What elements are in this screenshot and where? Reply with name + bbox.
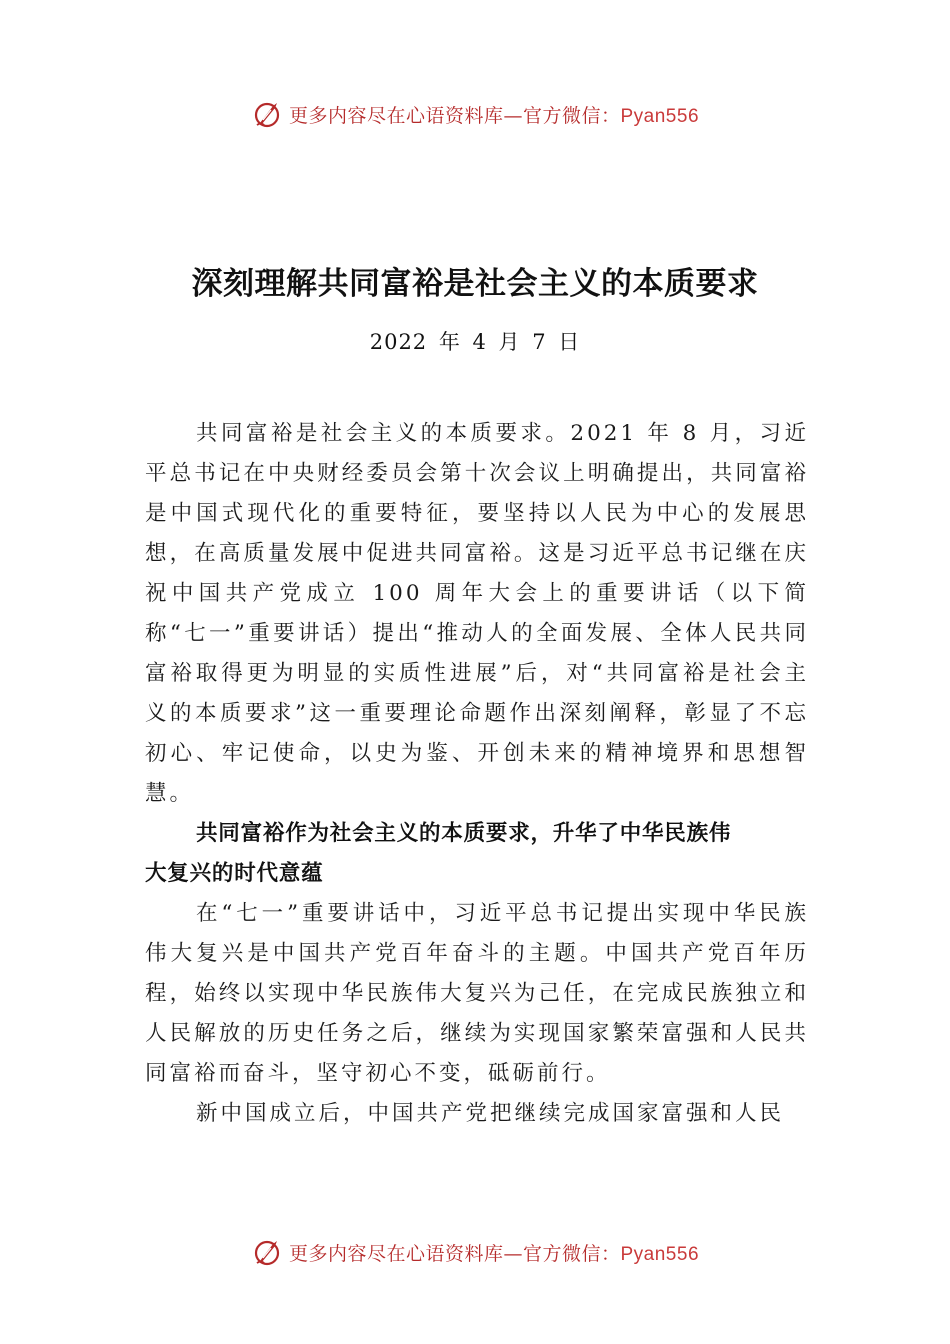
section-heading-line-1: 共同富裕作为社会主义的本质要求，升华了中华民族伟 (196, 821, 732, 846)
article-date: 2022 年 4 月 7 日 (369, 330, 581, 354)
section-heading-line-2: 大复兴的时代意蕴 (145, 861, 324, 886)
paragraph-1: 共同富裕是社会主义的本质要求。2021 年 8 月，习近平总书记在中央财经委员会第十次会议上明确提出，共同富裕是中国式现代化的重要特征，要坚持以人民为中心的发展思想，在高质量发展中促进共同富裕。这是习近平总书记继在庆祝中国共产党成立 100 周年大会上的重要讲话（以下简称“七一”重要讲话）提出“推动人的全面发展、全体人民共同富裕取得更为明显的实质性进展”后，对“共同富裕是社会主义的本质要求”这一重要理论命题作出深刻阐释，彰显了不忘初心、牢记使命，以史为鉴、开创未来的精神境界和思想智慧。 (145, 421, 809, 806)
article-body (145, 414, 809, 1134)
header-banner-text: 更多内容尽在心语资料库—官方微信：Pyan556 (288, 104, 700, 127)
header-banner (0, 96, 950, 132)
header-wechat-id: Pyan556 (620, 105, 700, 127)
quill-pen-logo-icon (251, 98, 283, 130)
article-title: 深刻理解共同富裕是社会主义的本质要求 (191, 266, 759, 302)
section-heading (145, 814, 809, 894)
footer-banner (0, 1234, 950, 1270)
quill-pen-logo-icon (251, 1236, 283, 1268)
paragraph-3: 新中国成立后，中国共产党把继续完成国家富强和人民 (196, 1101, 785, 1126)
footer-wechat-id: Pyan556 (620, 1243, 700, 1265)
paragraph-2: 在“七一”重要讲话中，习近平总书记提出实现中华民族伟大复兴是中国共产党百年奋斗的主题。中国共产党百年历程，始终以实现中华民族伟大复兴为己任，在完成民族独立和人民解放的历史任务之后，继续为实现国家繁荣富强和人民共同富裕而奋斗，坚守初心不变，砥砺前行。 (145, 901, 809, 1086)
footer-banner-text: 更多内容尽在心语资料库—官方微信：Pyan556 (288, 1242, 700, 1265)
